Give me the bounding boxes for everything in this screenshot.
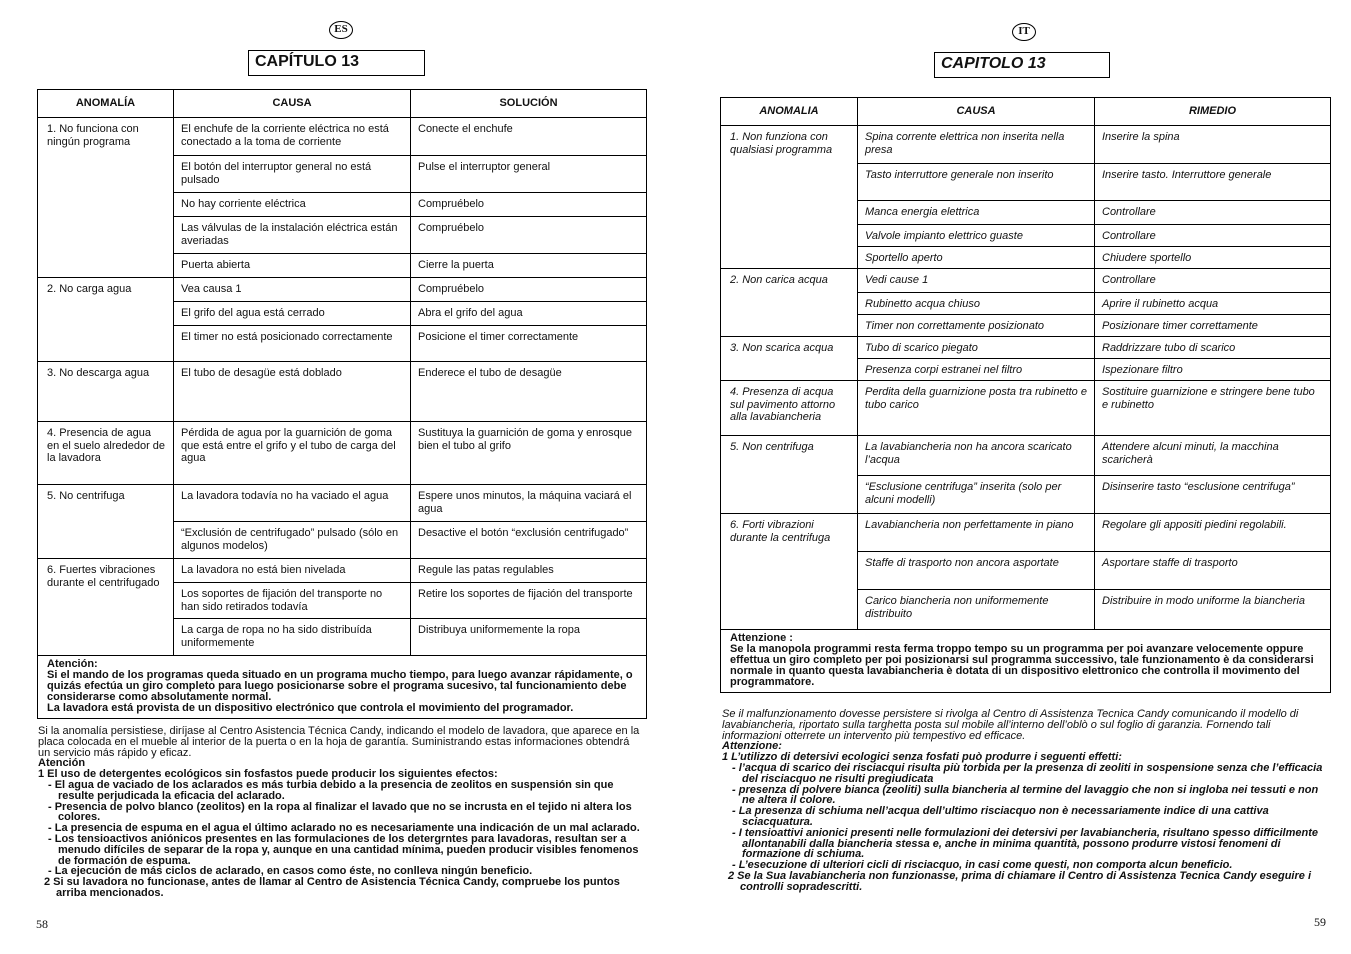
attention-text: Se la manopola programmi resta ferma troppo tempo su un programma per poi avanzare velocemente oppure effettua un giro completo per poi posizionarsi sul programma successivo, tale funzionamento è da considerarsi normale in quanto questa lavabiancheria è dotata di un dispositivo elettronico che controlla il movimento del programmatore. xyxy=(730,643,1314,688)
anomaly-cell: 2. No carga agua xyxy=(38,278,174,362)
language-badge-es: ES xyxy=(329,21,353,39)
page-number-es: 58 xyxy=(36,917,48,931)
cause-cell: Presenza corpi estranei nel filtro xyxy=(858,359,1095,381)
header-cause: CAUSA xyxy=(858,98,1095,126)
attention-title: Attenzione : xyxy=(730,632,793,644)
solution-cell: Conecte el enchufe xyxy=(411,118,647,156)
cause-cell: Staffe di trasporto non ancora asportate xyxy=(858,552,1095,590)
page-number-it: 59 xyxy=(1314,915,1326,929)
anomaly-cell: 2. Non carica acqua xyxy=(721,269,858,337)
attention-text: Si el mando de los programas queda situado en un programa mucho tiempo, para luego avanzar rápidamente, o quizás efectúa un giro completo para luego posicionarse sobre el programa sucesivo, tal funcionamiento debe considerarse como absolutamente normal. xyxy=(47,669,633,703)
attention-note xyxy=(38,656,647,719)
solution-cell: Cierre la puerta xyxy=(411,254,647,278)
cause-cell: Valvole impianto elettrico guaste xyxy=(858,225,1095,247)
notes-point-2: 2 Si su lavadora no funcionase, antes de llamar al Centro de Asistencia Técnica Candy, compruebe los puntos arriba mencionados. xyxy=(44,876,620,899)
cause-cell: Tasto interruttore generale non inserito xyxy=(858,164,1095,201)
table-row xyxy=(721,337,1331,359)
cause-cell: La lavadora no está bien nivelada xyxy=(174,559,411,583)
solution-cell: Inserire la spina xyxy=(1095,126,1331,164)
anomaly-cell: 5. No centrifuga xyxy=(38,485,174,559)
table-row xyxy=(721,514,1331,552)
attention-title: Atención: xyxy=(47,658,98,670)
header-solution: RIMEDIO xyxy=(1095,98,1331,126)
table-row xyxy=(721,381,1331,436)
solution-cell: Desactive el botón “exclusión centrifugado” xyxy=(411,522,647,559)
notes-item: - La ejecución de más ciclos de aclarado, en casos como éste, no conlleva ningún beneficio. xyxy=(48,865,533,878)
cause-cell: Timer non correttamente posizionato xyxy=(858,315,1095,337)
notes-item: - Los tensioactivos aniónicos presentes en las formulaciones de los detergrntes para lavadoras, resultan ser a menudo difíciles de separar de la ropa y, aunque en una cantidad mínima, pueden producir visibles fenomenos de formación de espuma. xyxy=(48,832,639,867)
language-badge-it: IT xyxy=(1012,23,1036,41)
solution-cell: Espere unos minutos, la máquina vaciará el agua xyxy=(411,485,647,522)
header-solution: SOLUCIÓN xyxy=(411,90,647,118)
cause-cell: Vea causa 1 xyxy=(174,278,411,302)
anomaly-cell: 3. No descarga agua xyxy=(38,362,174,422)
solution-cell: Ispezionare filtro xyxy=(1095,359,1331,381)
notes-es xyxy=(38,726,642,899)
solution-cell: Enderece el tubo de desagüe xyxy=(411,362,647,422)
table-row xyxy=(38,118,647,156)
cause-cell: El enchufe de la corriente eléctrica no está conectado a la toma de corriente xyxy=(174,118,411,156)
solution-cell: Chiudere sportello xyxy=(1095,247,1331,269)
solution-cell: Asportare staffe di trasporto xyxy=(1095,552,1331,590)
cause-cell: Perdita della guarnizione posta tra rubinetto e tubo carico xyxy=(858,381,1095,436)
table-body xyxy=(38,118,647,656)
cause-cell: Los soportes de fijación del transporte no han sido retirados todavía xyxy=(174,583,411,619)
notes-item: - L’esecuzione di ulteriori cicli di risciacquo, in casi come questi, non comporta alcun beneficio. xyxy=(732,859,1233,872)
cause-cell: La lavadora todavía no ha vaciado el agua xyxy=(174,485,411,522)
solution-cell: Regolare gli appositi piedini regolabili. xyxy=(1095,514,1331,552)
header-anomaly: ANOMALÍA xyxy=(38,90,174,118)
cause-cell: La carga de ropa no ha sido distribuída uniformemente xyxy=(174,619,411,656)
anomaly-cell: 1. No funciona con ningún programa xyxy=(38,118,174,278)
table-row xyxy=(721,269,1331,293)
solution-cell: Posicione el timer correctamente xyxy=(411,326,647,362)
cause-cell: Vedi cause 1 xyxy=(858,269,1095,293)
solution-cell: Controllare xyxy=(1095,201,1331,225)
cause-cell: Tubo di scarico piegato xyxy=(858,337,1095,359)
attention-note xyxy=(721,630,1331,693)
table-row xyxy=(38,485,647,522)
solution-cell: Inserire tasto. Interruttore generale xyxy=(1095,164,1331,201)
notes-attention: Atención xyxy=(38,757,86,770)
notes-item: - presenza di polvere bianca (zeoliti) sulla biancheria al termine del lavaggio che non si ingloba nei tessuti e non ne altera il colore. xyxy=(732,783,1319,807)
solution-cell: Distribuya uniformemente la ropa xyxy=(411,619,647,656)
cause-cell: Pérdida de agua por la guarnición de goma que está entre el grifo y el tubo de carga del agua xyxy=(174,422,411,485)
notes-intro: Se il malfunzionamento dovesse persistere si rivolga al Centro di Assistenza Tecnica Candy comunicando il modello di lavabiancheria, riportato sulla targhetta posta sul mobile all’interno dell’oblò o sul foglio di garanzia. Fornendo tali informazioni otterrete un intervento più tempestivo ed efficace. xyxy=(722,708,1299,742)
cause-cell: Las válvulas de la instalación eléctrica están averiadas xyxy=(174,217,411,254)
notes-attention: Attenzione: xyxy=(722,740,782,753)
table-row xyxy=(38,278,647,302)
cause-cell: “Esclusione centrifuga” inserita (solo per alcuni modelli) xyxy=(858,476,1095,514)
notes-intro: Si la anomalía persistiese, diríjase al Centro Asistencia Técnica Candy, indicando el modelo de lavadora, que aparece en la placa colocada en el mueble al interior de la puerta o en la hoja de garantía. Suministrando estas informaciones obtendrá un servicio más rápido y eficaz. xyxy=(38,725,640,759)
table-body xyxy=(721,126,1331,630)
solution-cell: Disinserire tasto “esclusione centrifuga” xyxy=(1095,476,1331,514)
header-anomaly: ANOMALIA xyxy=(721,98,858,126)
anomaly-cell: 4. Presencia de agua en el suelo alrededor de la lavadora xyxy=(38,422,174,485)
table-row xyxy=(38,362,647,422)
cause-cell: Carico biancheria non uniformemente distribuito xyxy=(858,590,1095,630)
notes-point-1: 1 L’utilizzo di detersivi ecologici senza fosfati può produrre i seguenti effetti: xyxy=(722,751,1122,764)
notes-item: - l’acqua di scarico dei risciacqui risulta più torbida per la presenza di zeoliti in sospensione senza che l’efficacia del risciacquo ne risulti pregiudicata xyxy=(732,761,1323,785)
solution-cell: Pulse el interruptor general xyxy=(411,156,647,193)
solution-cell: Distribuire in modo uniforme la biancheria xyxy=(1095,590,1331,630)
cause-cell: El timer no está posicionado correctamente xyxy=(174,326,411,362)
table-row xyxy=(721,436,1331,476)
solution-cell: Sustituya la guarnición de goma y enrosque bien el tubo al grifo xyxy=(411,422,647,485)
solution-cell: Raddrizzare tubo di scarico xyxy=(1095,337,1331,359)
solution-cell: Retire los soportes de fijación del transporte xyxy=(411,583,647,619)
cause-cell: Lavabiancheria non perfettamente in piano xyxy=(858,514,1095,552)
notes-point-2: 2 Se la Sua lavabiancheria non funzionasse, prima di chiamare il Centro di Assistenza Tecnica Candy eseguire i controlli sopradescritti. xyxy=(728,869,1311,893)
chapter-title-it: CAPITOLO 13 xyxy=(934,52,1110,78)
cause-cell: El grifo del agua está cerrado xyxy=(174,302,411,326)
troubleshooting-table-es xyxy=(37,89,647,719)
cause-cell: Sportello aperto xyxy=(858,247,1095,269)
notes-item: - La presenza di schiuma nell’acqua dell’ultimo risciacquo non è necessariamente indice di una cattiva sciacquatura. xyxy=(732,805,1269,828)
cause-cell: Spina corrente elettrica non inserita nella presa xyxy=(858,126,1095,164)
solution-cell: Attendere alcuni minuti, la macchina scaricherà xyxy=(1095,436,1331,476)
anomaly-cell: 1. Non funziona con qualsiasi programma xyxy=(721,126,858,269)
notes-it xyxy=(722,709,1328,893)
troubleshooting-table-it xyxy=(720,97,1331,693)
header-cause: CAUSA xyxy=(174,90,411,118)
page-it xyxy=(676,0,1351,954)
solution-cell: Compruébelo xyxy=(411,278,647,302)
cause-cell: El botón del interruptor general no está pulsado xyxy=(174,156,411,193)
notes-item: - Presencia de polvo blanco (zeolitos) en la ropa al finalizar el lavado que no se incrusta en el tejido ni altera los colores. xyxy=(48,800,632,824)
cause-cell: La lavabiancheria non ha ancora scaricato l’acqua xyxy=(858,436,1095,476)
solution-cell: Controllare xyxy=(1095,225,1331,247)
cause-cell: El tubo de desagüe está doblado xyxy=(174,362,411,422)
solution-cell: Abra el grifo del agua xyxy=(411,302,647,326)
table-row xyxy=(38,422,647,485)
cause-cell: “Exclusión de centrifugado” pulsado (sólo en algunos modelos) xyxy=(174,522,411,559)
cause-cell: Puerta abierta xyxy=(174,254,411,278)
solution-cell: Posizionare timer correttamente xyxy=(1095,315,1331,337)
cause-cell: Manca energia elettrica xyxy=(858,201,1095,225)
notes-item: - La presencia de espuma en el agua el último aclarado no es necesariamente una indicación de un mal aclarado. xyxy=(48,822,640,835)
notes-point-1: 1 El uso de detergentes ecológicos sin fosfastos puede producir los siguientes efectos: xyxy=(38,768,498,781)
notes-item: - El agua de vaciado de los aclarados es más turbia debido a la presencia de zeolitos en suspensión sin que resulte perjudicada la eficacia del aclarado. xyxy=(48,778,614,802)
cause-cell: No hay corriente eléctrica xyxy=(174,193,411,217)
notes-item: - I tensioattivi anionici presenti nelle formulazioni dei detersivi per lavabiancheria, risultano spesso difficilmente allontanabili dalla biancheria stessa e, anche in minima quantità, possono produrre vistosi fenomeni di formazione di schiuma. xyxy=(732,826,1319,861)
table-row xyxy=(721,126,1331,164)
solution-cell: Sostituire guarnizione e stringere bene tubo e rubinetto xyxy=(1095,381,1331,436)
anomaly-cell: 6. Forti vibrazioni durante la centrifuga xyxy=(721,514,858,630)
anomaly-cell: 3. Non scarica acqua xyxy=(721,337,858,381)
solution-cell: Regule las patas regulables xyxy=(411,559,647,583)
anomaly-cell: 5. Non centrifuga xyxy=(721,436,858,514)
solution-cell: Compruébelo xyxy=(411,217,647,254)
table-row xyxy=(38,559,647,583)
chapter-title-es: CAPÍTULO 13 xyxy=(248,50,425,76)
solution-cell: Controllare xyxy=(1095,269,1331,293)
attention-text-2: La lavadora está provista de un dispositivo electrónico que controla el movimiento del programador. xyxy=(47,702,574,714)
anomaly-cell: 4. Presenza di acqua sul pavimento attorno alla lavabiancheria xyxy=(721,381,858,436)
solution-cell: Aprire il rubinetto acqua xyxy=(1095,293,1331,315)
solution-cell: Compruébelo xyxy=(411,193,647,217)
cause-cell: Rubinetto acqua chiuso xyxy=(858,293,1095,315)
anomaly-cell: 6. Fuertes vibraciones durante el centrifugado xyxy=(38,559,174,656)
